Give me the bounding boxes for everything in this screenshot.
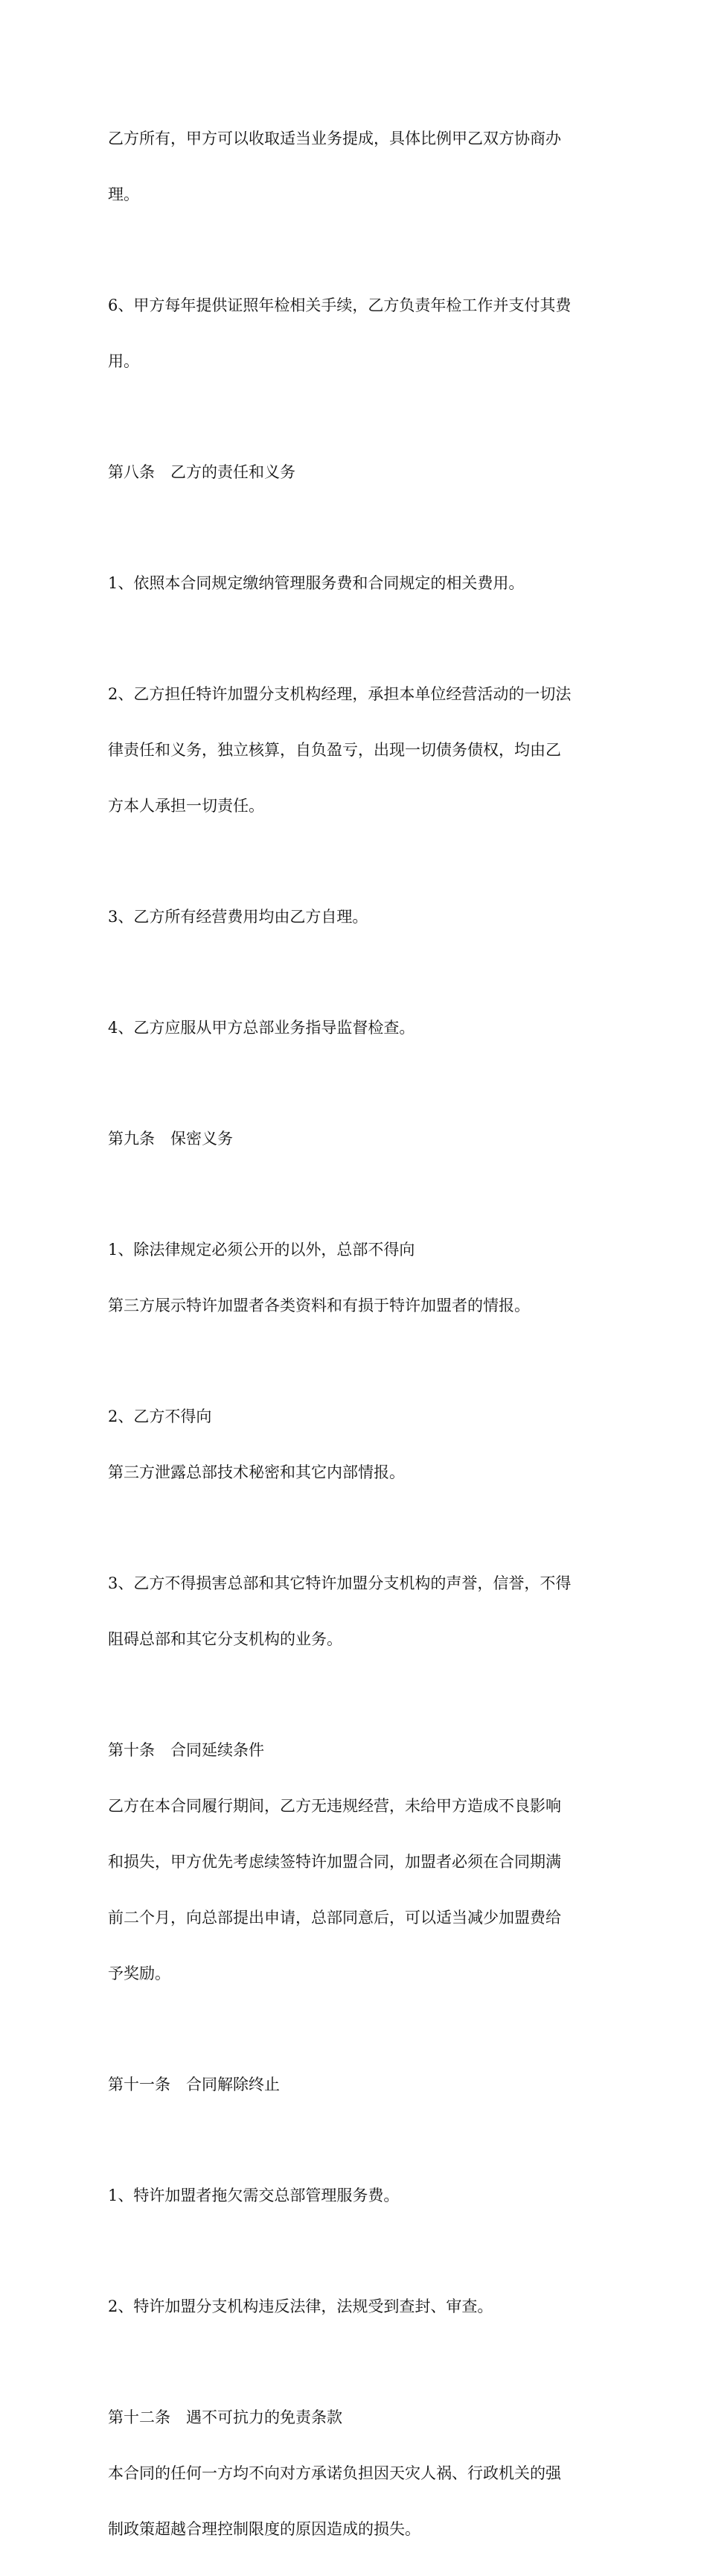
text-line: 制政策超越合理控制限度的原因造成的损失。 xyxy=(108,2520,420,2538)
paragraph-clause xyxy=(108,1203,603,1352)
heading-text: 第十二条 遇不可抗力的免责条款 xyxy=(108,2408,342,2426)
text-line: 和损失，甲方优先考虑续签特许加盟合同，加盟者必须在合同期满 xyxy=(108,1853,561,1871)
text-line: 2、特许加盟分支机构违反法律，法规受到查封、审查。 xyxy=(108,2297,493,2315)
text-line: 予奖励。 xyxy=(108,1965,170,1982)
section-article-10 xyxy=(108,1704,603,2020)
paragraph-clause xyxy=(108,2260,603,2353)
text-line: 1、依照本合同规定缴纳管理服务费和合同规定的相关费用。 xyxy=(108,574,525,592)
paragraph-annual-inspection xyxy=(108,259,603,408)
section-heading-article-8 xyxy=(108,426,603,519)
heading-text: 第十一条 合同解除终止 xyxy=(108,2076,280,2093)
text-line: 6、甲方每年提供证照年检相关手续，乙方负责年检工作并支付其费 xyxy=(108,296,572,314)
text-line: 方本人承担一切责任。 xyxy=(108,797,264,815)
heading-text: 第八条 乙方的责任和义务 xyxy=(108,463,295,481)
text-line: 3、乙方所有经营费用均由乙方自理。 xyxy=(108,908,368,926)
text-line: 理。 xyxy=(108,185,139,203)
paragraph-clause xyxy=(108,871,603,964)
document-page xyxy=(108,92,603,2576)
text-line: 阻碍总部和其它分支机构的业务。 xyxy=(108,1630,342,1648)
text-line: 1、特许加盟者拖欠需交总部管理服务费。 xyxy=(108,2187,400,2204)
text-line: 乙方在本合同履行期间，乙方无违规经营，未给甲方造成不良影响 xyxy=(108,1797,561,1815)
text-line: 本合同的任何一方均不向对方承诺负担因天灾人祸、行政机关的强 xyxy=(108,2464,561,2482)
paragraph-clause xyxy=(108,1537,603,1686)
text-line: 前二个月，向总部提出申请，总部同意后，可以适当减少加盟费给 xyxy=(108,1909,561,1927)
text-line: 1、除法律规定必须公开的以外，总部不得向 xyxy=(108,1241,415,1259)
text-line: 乙方所有，甲方可以收取适当业务提成，具体比例甲乙双方协商办 xyxy=(108,130,561,147)
paragraph-clause xyxy=(108,648,603,853)
section-article-12 xyxy=(108,2371,603,2576)
text-line: 3、乙方不得损害总部和其它特许加盟分支机构的声誉，信誉，不得 xyxy=(108,1574,572,1592)
paragraph-clause xyxy=(108,982,603,1075)
text-line: 4、乙方应服从甲方总部业务指导监督检查。 xyxy=(108,1019,415,1037)
text-line: 用。 xyxy=(108,352,139,370)
section-heading-article-9 xyxy=(108,1093,603,1186)
paragraph-profit-share xyxy=(108,92,603,241)
heading-text: 第十条 合同延续条件 xyxy=(108,1741,264,1759)
section-heading-article-11 xyxy=(108,2038,603,2131)
paragraph-clause xyxy=(108,537,603,630)
heading-text: 第九条 保密义务 xyxy=(108,1130,233,1148)
text-line: 第三方泄露总部技术秘密和其它内部情报。 xyxy=(108,1463,405,1481)
paragraph-clause xyxy=(108,2149,603,2242)
text-line: 2、乙方担任特许加盟分支机构经理，承担本单位经营活动的一切法 xyxy=(108,685,572,703)
paragraph-clause xyxy=(108,1370,603,1519)
text-line: 第三方展示特许加盟者各类资料和有损于特许加盟者的情报。 xyxy=(108,1297,530,1314)
text-line: 律责任和义务，独立核算，自负盈亏，出现一切债务债权，均由乙 xyxy=(108,741,561,759)
text-line: 2、乙方不得向 xyxy=(108,1408,212,1425)
